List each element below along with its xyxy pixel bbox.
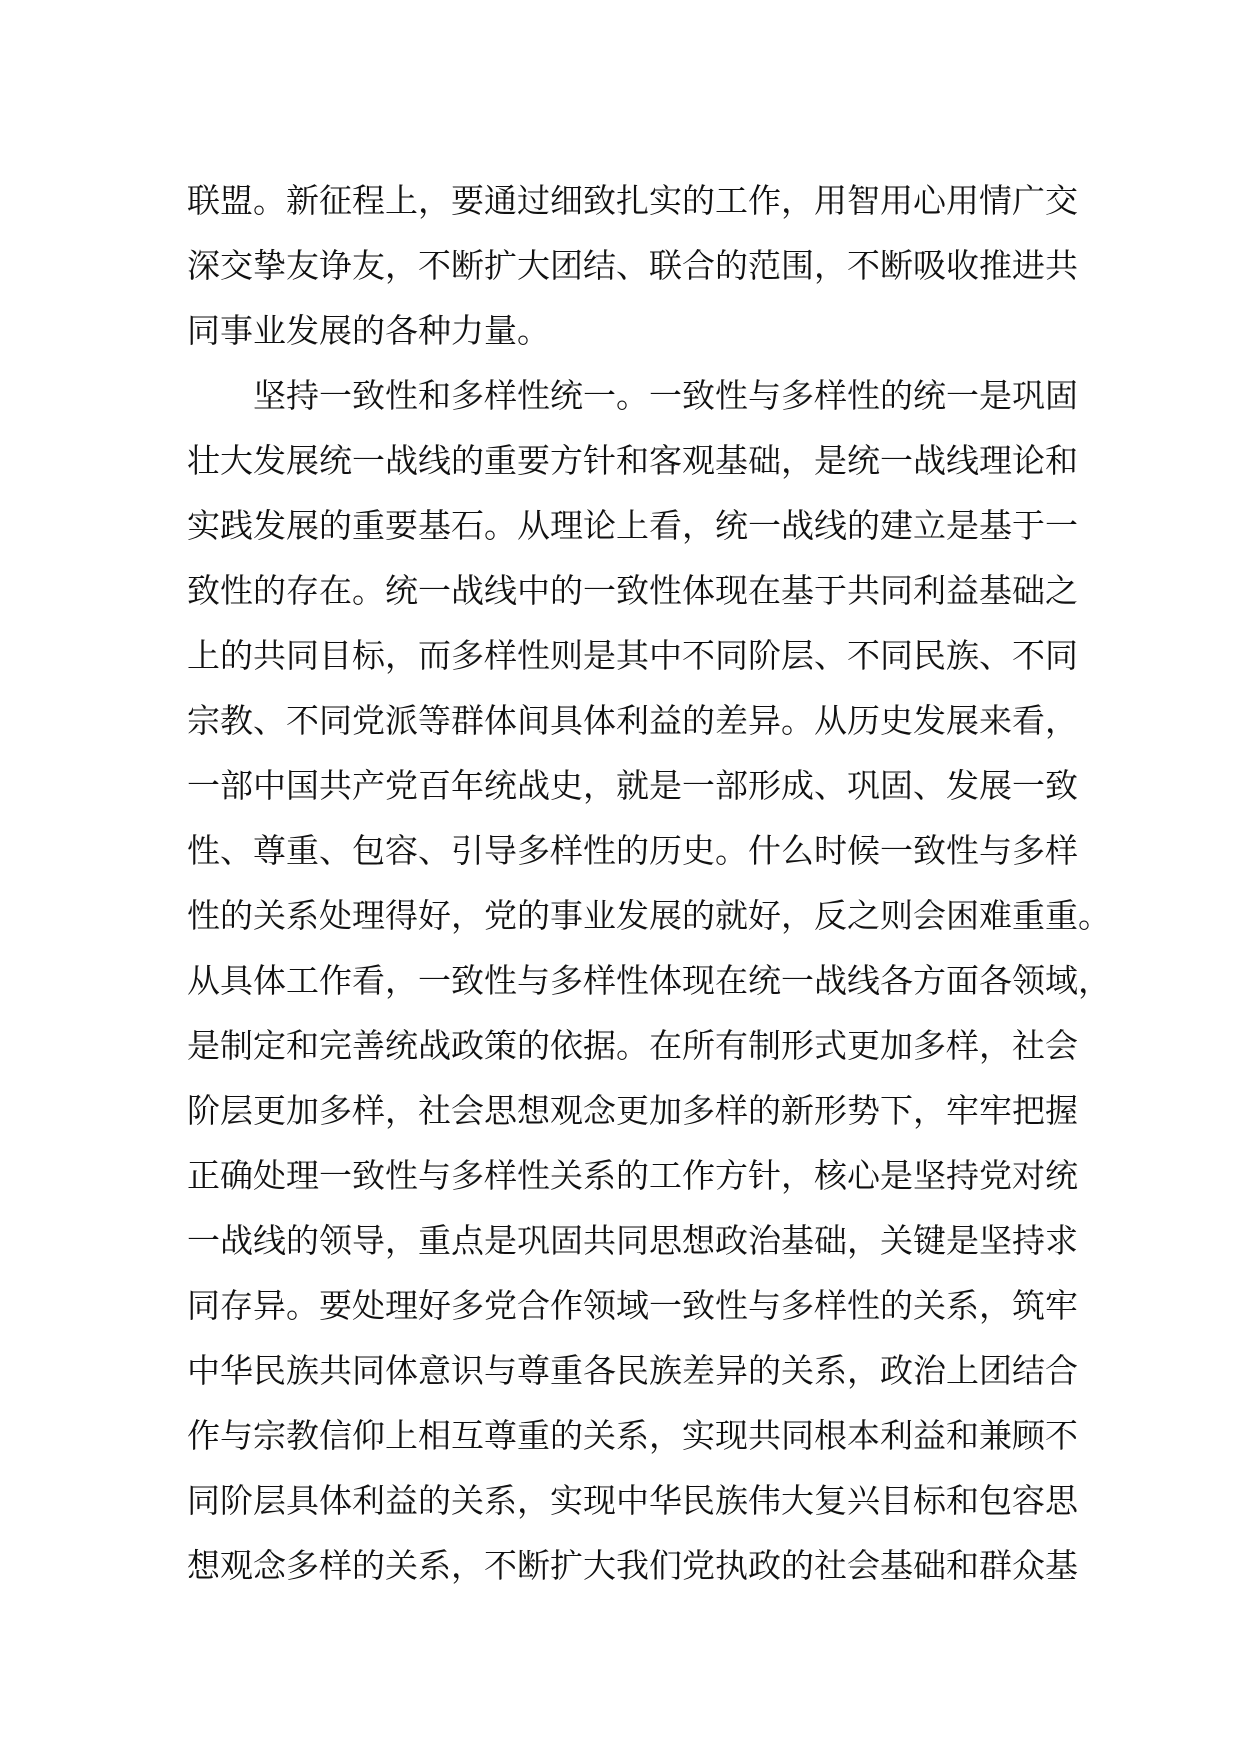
text-line: 想观念多样的关系，不断扩大我们党执政的社会基础和群众基 [187, 1546, 1078, 1585]
text-line: 壮大发展统一战线的重要方针和客观基础，是统一战线理论和 [187, 441, 1078, 480]
text-line: 宗教、不同党派等群体间具体利益的差异。从历史发展来看， [187, 701, 1078, 740]
text-line: 深交挚友诤友，不断扩大团结、联合的范围，不断吸收推进共 [187, 246, 1078, 285]
text-line: 同阶层具体利益的关系，实现中华民族伟大复兴目标和包容思 [187, 1481, 1078, 1520]
text-line: 中华民族共同体意识与尊重各民族差异的关系，政治上团结合 [187, 1351, 1078, 1390]
text-line: 是制定和完善统战政策的依据。在所有制形式更加多样，社会 [187, 1026, 1078, 1065]
text-line: 作与宗教信仰上相互尊重的关系，实现共同根本利益和兼顾不 [187, 1416, 1078, 1455]
paragraph-first-line: 坚持一致性和多样性统一。一致性与多样性的统一是巩固 [253, 376, 1078, 415]
text-line: 阶层更加多样，社会思想观念更加多样的新形势下，牢牢把握 [187, 1091, 1078, 1130]
text-line: 一战线的领导，重点是巩固共同思想政治基础，关键是坚持求 [187, 1221, 1078, 1260]
text-line: 性、尊重、包容、引导多样性的历史。什么时候一致性与多样 [187, 831, 1078, 870]
text-line: 联盟。新征程上，要通过细致扎实的工作，用智用心用情广交 [187, 181, 1078, 220]
text-line: 上的共同目标，而多样性则是其中不同阶层、不同民族、不同 [187, 636, 1078, 675]
text-line: 实践发展的重要基石。从理论上看，统一战线的建立是基于一 [187, 506, 1078, 545]
text-line: 性的关系处理得好，党的事业发展的就好，反之则会困难重重。 [187, 896, 1111, 935]
text-line: 致性的存在。统一战线中的一致性体现在基于共同利益基础之 [187, 571, 1078, 610]
text-line: 同事业发展的各种力量。 [187, 311, 550, 350]
text-line: 同存异。要处理好多党合作领域一致性与多样性的关系，筑牢 [187, 1286, 1078, 1325]
text-line: 从具体工作看，一致性与多样性体现在统一战线各方面各领域， [187, 961, 1111, 1000]
text-line: 一部中国共产党百年统战史，就是一部形成、巩固、发展一致 [187, 766, 1078, 805]
text-line: 正确处理一致性与多样性关系的工作方针，核心是坚持党对统 [187, 1156, 1078, 1195]
body-text [187, 168, 1111, 1598]
